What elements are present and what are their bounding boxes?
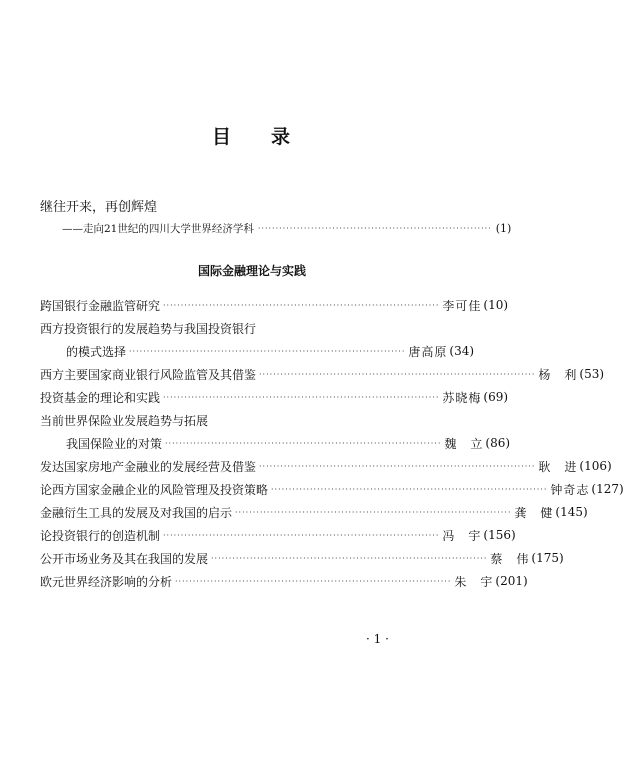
toc-entry-title: 我国保险业的对策 — [66, 436, 163, 451]
toc-entry-title: 发达国家房地产金融业的发展经营及借鉴 — [40, 459, 257, 474]
toc-entry-author: 魏 立 — [444, 436, 484, 451]
toc-entry[interactable] — [40, 549, 564, 567]
toc-entry[interactable] — [40, 457, 612, 475]
toc-entry[interactable] — [40, 526, 516, 544]
leader-dots: ·············································································· — [175, 576, 452, 586]
leader-dots: ·············································································· — [163, 300, 440, 310]
toc-entry-author: 朱 宇 — [454, 574, 494, 589]
toc-entry-title: 论投资银行的创造机制 — [40, 528, 161, 543]
toc-entry-page: (106) — [579, 459, 612, 473]
toc-entry-title: 当前世界保险业发展趋势与拓展 — [40, 413, 209, 428]
preface-page: (1) — [495, 221, 512, 235]
toc-entry-title: 论西方国家金融企业的风险管理及投资策略 — [40, 482, 269, 497]
toc-entry-page: (69) — [483, 390, 509, 404]
page-title-char-2: 录 — [271, 126, 293, 148]
preface-subtitle: ——走向21世纪的四川大学世界经济学科 — [62, 222, 254, 235]
toc-entry-author: 唐高原 — [408, 344, 448, 359]
toc-entry-author: 冯 宇 — [442, 528, 482, 543]
leader-dots: ·············································································· — [163, 530, 440, 540]
leader-dots: ·············································································· — [235, 507, 512, 517]
toc-entry-title: 的模式选择 — [66, 344, 127, 359]
toc-entry[interactable] — [40, 411, 418, 429]
leader-dots: ·············································································· — [211, 553, 488, 563]
toc-entry-title: 西方主要国家商业银行风险监管及其借鉴 — [40, 367, 257, 382]
toc-entry-title: 西方投资银行的发展趋势与我国投资银行 — [40, 321, 257, 336]
preface-subtitle-line[interactable] — [62, 219, 512, 237]
toc-entry-author: 杨 利 — [538, 367, 578, 382]
page-title — [0, 122, 504, 149]
toc-entry-page: (175) — [531, 551, 564, 565]
toc-entry[interactable] — [40, 503, 588, 521]
toc-entry-author: 蔡 伟 — [490, 551, 530, 566]
toc-entry[interactable] — [40, 319, 418, 337]
leader-dots: ·············································································· — [259, 461, 536, 471]
toc-entry[interactable] — [40, 296, 509, 314]
leader-dots: ·································································· — [257, 223, 492, 233]
toc-entry-author: 钟奇志 — [550, 482, 590, 497]
toc-entry-title: 金融衍生工具的发展及对我国的启示 — [40, 505, 233, 520]
toc-entry-page: (34) — [449, 344, 475, 358]
toc-entry-title: 跨国银行金融监管研究 — [40, 298, 161, 313]
toc-entry[interactable] — [40, 480, 624, 498]
preface-title[interactable]: 继往开来，再创辉煌 — [40, 200, 158, 215]
leader-dots: ·············································································· — [259, 369, 536, 379]
toc-entry[interactable] — [40, 365, 605, 383]
page-title-char-1: 目 — [211, 126, 233, 148]
toc-entry[interactable] — [66, 342, 475, 360]
toc-entry-page: (127) — [591, 482, 624, 496]
toc-entry[interactable] — [40, 572, 528, 590]
toc-entry-page: (145) — [555, 505, 588, 519]
toc-entry-title: 欧元世界经济影响的分析 — [40, 574, 173, 589]
leader-dots: ·············································································· — [163, 392, 440, 402]
page-number: · 1 · — [366, 632, 389, 646]
toc-entry-title: 投资基金的理论和实践 — [40, 390, 161, 405]
toc-entry-page: (86) — [485, 436, 511, 450]
section-heading: 国际金融理论与实践 — [197, 264, 306, 278]
toc-entry[interactable] — [66, 434, 511, 452]
leader-dots: ·············································································· — [165, 438, 442, 448]
toc-entry-page: (10) — [483, 298, 509, 312]
toc-entry-author: 李可佳 — [442, 298, 482, 313]
leader-dots: ·············································································· — [271, 484, 548, 494]
toc-entry-author: 苏晓梅 — [442, 390, 482, 405]
toc-entry-page: (156) — [483, 528, 516, 542]
toc-entry-page: (201) — [495, 574, 528, 588]
leader-dots: ·············································································· — [129, 346, 406, 356]
toc-entry-page: (53) — [579, 367, 605, 381]
toc-entry-title: 公开市场业务及其在我国的发展 — [40, 551, 209, 566]
toc-entry[interactable] — [40, 388, 509, 406]
toc-entry-author: 龚 健 — [514, 505, 554, 520]
toc-entry-author: 耿 进 — [538, 459, 578, 474]
